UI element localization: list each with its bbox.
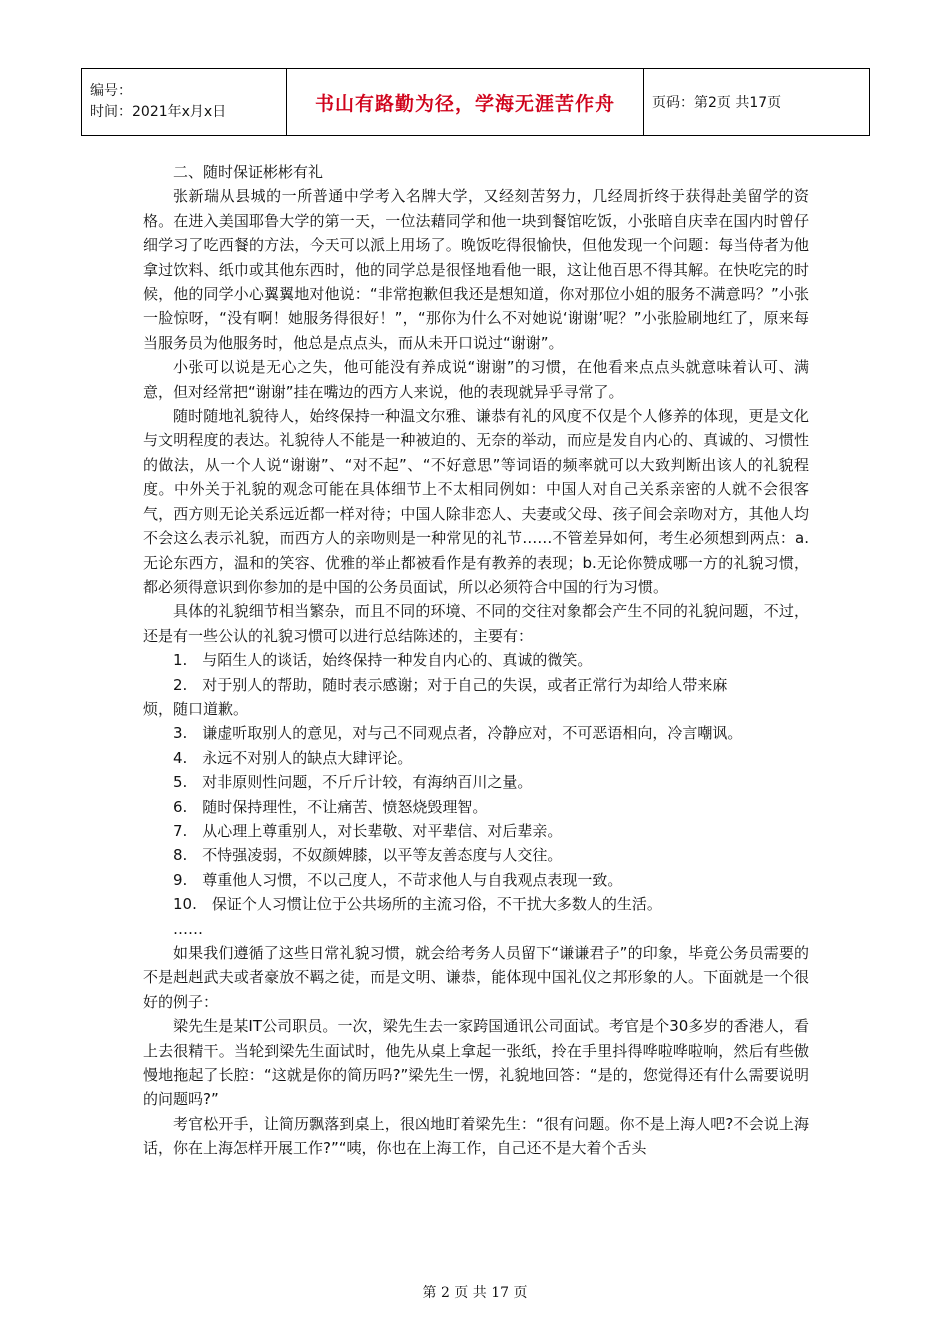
document-date-label: 时间：2021年x月x日 — [90, 104, 227, 120]
paragraph-6: 梁先生是某IT公司职员。一次，梁先生去一家跨国通讯公司面试。考官是个30多岁的香港人，看上去很精干。当轮到梁先生面试时，他先从桌上拿起一张纸，拎在手里抖得哗啦哗啦响，然后有些傲慢地拖起了长腔：“这就是你的简历吗?”梁先生一愣，礼貌地回答：“是的，您觉得还有什么需要说明的问题吗?” — [143, 1017, 809, 1109]
paragraph-4: 具体的礼貌细节相当繁杂，而且不同的环境、不同的交往对象都会产生不同的礼貌问题，不过，还是有一些公认的礼貌习惯可以进行总结陈述的，主要有： — [143, 602, 809, 645]
page-header-table — [81, 68, 870, 136]
page-footer: 第 2 页 共 17 页 — [422, 1285, 528, 1301]
header-motto: 书山有路勤为径，学海无涯苦作舟 — [287, 69, 644, 136]
header-page-label: 页码：第2页 共17页 — [644, 69, 870, 136]
list-item: 3. 谦虚听取别人的意见，对与己不同观点者，冷静应对，不可恶语相向，冷言嘲讽。 — [173, 724, 743, 743]
list-item: 9. 尊重他人习惯，不以己度人，不苛求他人与自我观点表现一致。 — [173, 870, 623, 889]
list-item: 6. 随时保持理性，不让痛苦、愤怒烧毁理智。 — [173, 797, 488, 816]
paragraph-1: 张新瑞从县城的一所普通中学考入名牌大学，又经刻苦努力，几经周折终于获得赴美留学的资格。在进入美国耶鲁大学的第一天，一位法藉同学和他一块到餐馆吃饭，小张暗自庆幸在国内时曾仔细学习了吃西餐的方法，今天可以派上用场了。晚饭吃得很愉快，但他发现一个问题：每当侍者为他拿过饮料、纸巾或其他东西时，他的同学总是很怪地看他一眼，这让他百思不得其解。在快吃完的时候，他的同学小心翼翼地对他说：“非常抱歉但我还是想知道，你对那位小姐的服务不满意吗？”小张一脸惊呀，“没有啊！她服务得很好！”，“那你为什么不对她说‘谢谢’呢？”小张脸刷地红了，原来每当服务员为他服务时，他总是点点头，而从未开口说过“谢谢”。 — [143, 187, 809, 352]
list-item: 4. 永远不对别人的缺点大肆评论。 — [173, 748, 413, 767]
header-meta-cell — [82, 69, 287, 136]
section-heading: 二、随时保证彬彬有礼 — [173, 163, 324, 181]
paragraph-5: 如果我们遵循了这些日常礼貌习惯，就会给考务人员留下“谦谦君子”的印象，毕竟公务员需要的不是赳赳武夫或者豪放不羁之徒，而是文明、谦恭，能体现中国礼仪之邦形象的人。下面就是一个很好的例子： — [143, 944, 809, 1011]
paragraph-2: 小张可以说是无心之失，他可能没有养成说“谢谢”的习惯，在他看来点点头就意味着认可、满意，但对经常把“谢谢”挂在嘴边的西方人来说，他的表现就异乎寻常了。 — [143, 358, 809, 401]
list-item: 5. 对非原则性问题，不斤斤计较，有海纳百川之量。 — [173, 773, 533, 792]
list-item: 2. 对于别人的帮助，随时表示感谢；对于自己的失误，或者正常行为却给人带来麻 — [173, 675, 728, 694]
paragraph-7: 考官松开手，让简历飘落到桌上，很凶地盯着梁先生：“很有问题。你不是上海人吧?不会说上海话，你在上海怎样开展工作?”“咦，你也在上海工作，自己还不是大着个舌头 — [143, 1114, 809, 1158]
document-number-label: 编号： — [90, 83, 132, 99]
paragraph-3: 随时随地礼貌待人，始终保持一种温文尔雅、谦恭有礼的风度不仅是个人修养的体现，更是文化与文明程度的表达。礼貌待人不能是一种被迫的、无奈的举动，而应是发自内心的、真诚的、习惯性的做法，从一个人说“谢谢”、“对不起”、“不好意思”等词语的频率就可以大致判断出该人的礼貌程度。中外关于礼貌的观念可能在具体细节上不太相同例如：中国人对自己关系亲密的人就不会很客气，西方则无论关系远近都一样对待；中国人除非恋人、夫妻或父母、孩子间会亲吻对方，其他人均不会这么表示礼貌，而西方人的亲吻则是一种常见的礼节……不管差异如何，考生必须想到两点：a.无论东西方，温和的笑容、优雅的举止都被看作是有教养的表现；b.无论你赞成哪一方的礼貌习惯，都必须得意识到你参加的是中国的公务员面试，所以必须符合中国的行为习惯。 — [143, 407, 809, 596]
document-body — [143, 160, 809, 1161]
list-item-continuation: 烦，随口道歉。 — [143, 699, 249, 718]
ellipsis: …… — [173, 919, 203, 938]
list-item: 7. 从心理上尊重别人，对长辈敬、对平辈信、对后辈亲。 — [173, 821, 563, 840]
list-item: 1. 与陌生人的谈话，始终保持一种发自内心的、真诚的微笑。 — [173, 651, 593, 670]
list-item: 10. 保证个人习惯让位于公共场所的主流习俗，不干扰大多数人的生活。 — [173, 895, 662, 914]
list-item: 8. 不恃强凌弱，不奴颜婢膝，以平等友善态度与人交往。 — [173, 846, 563, 865]
